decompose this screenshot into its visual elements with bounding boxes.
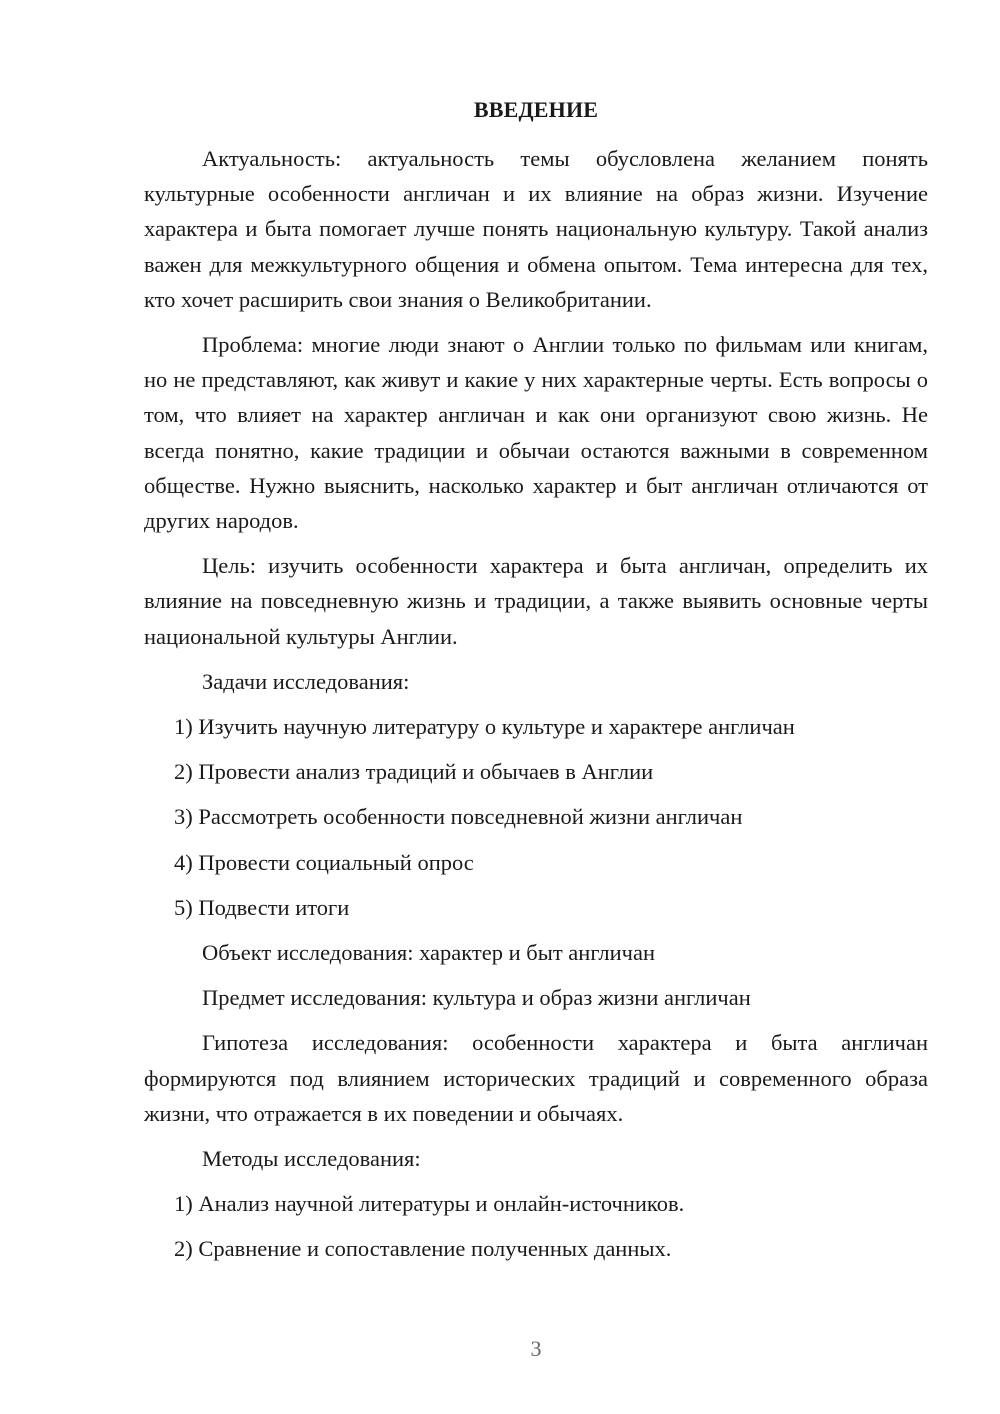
subject-line: Предмет исследования: культура и образ жизни англичан bbox=[202, 985, 751, 1011]
relevance-paragraph: Актуальность: актуальность темы обусловлена желанием понять культурные особенности англичан и их влияние на образ жизни. Изучение характера и быта помогает лучше понять национальную культуру. Такой анализ важен для межкультурного общения и обмена опытом. Тема интересна для тех, кто хочет расширить свои знания о Великобритании. bbox=[144, 146, 928, 312]
task-item: 2) Провести анализ традиций и обычаев в Англии bbox=[174, 759, 654, 785]
task-item: 3) Рассмотреть особенности повседневной жизни англичан bbox=[174, 804, 743, 830]
page-number: 3 bbox=[530, 1336, 542, 1361]
tasks-heading: Задачи исследования: bbox=[202, 668, 410, 694]
problem-paragraph: Проблема: многие люди знают о Англии только по фильмам или книгам, но не представляют, как живут и какие у них характерные черты. Есть вопросы о том, что влияет на характер англичан и как они организуют свою жизнь. Не всегда понятно, какие традиции и обычаи остаются важными в современном обществе. Нужно выяснить, насколько характер и быт англичан отличаются от других народов. bbox=[144, 332, 928, 534]
task-item: 1) Изучить научную литературу о культуре и характере англичан bbox=[174, 714, 795, 740]
method-item: 2) Сравнение и сопоставление полученных данных. bbox=[174, 1236, 672, 1262]
hypothesis-paragraph: Гипотеза исследования: особенности характера и быта англичан формируются под влиянием исторических традиций и современного образа жизни, что отражается в их поведении и обычаях. bbox=[144, 1030, 928, 1126]
task-item: 5) Подвести итоги bbox=[174, 894, 350, 920]
task-item: 4) Провести социальный опрос bbox=[174, 849, 474, 875]
goal-paragraph: Цель: изучить особенности характера и быта англичан, определить их влияние на повседневную жизнь и традиции, а также выявить основные черты национальной культуры Англии. bbox=[144, 553, 928, 649]
document-body bbox=[144, 141, 928, 1277]
page-title: ВВЕДЕНИЕ bbox=[473, 97, 599, 122]
methods-heading: Методы исследования: bbox=[202, 1146, 421, 1172]
object-line: Объект исследования: характер и быт англичан bbox=[202, 940, 656, 966]
method-item: 1) Анализ научной литературы и онлайн-источников. bbox=[174, 1191, 685, 1217]
